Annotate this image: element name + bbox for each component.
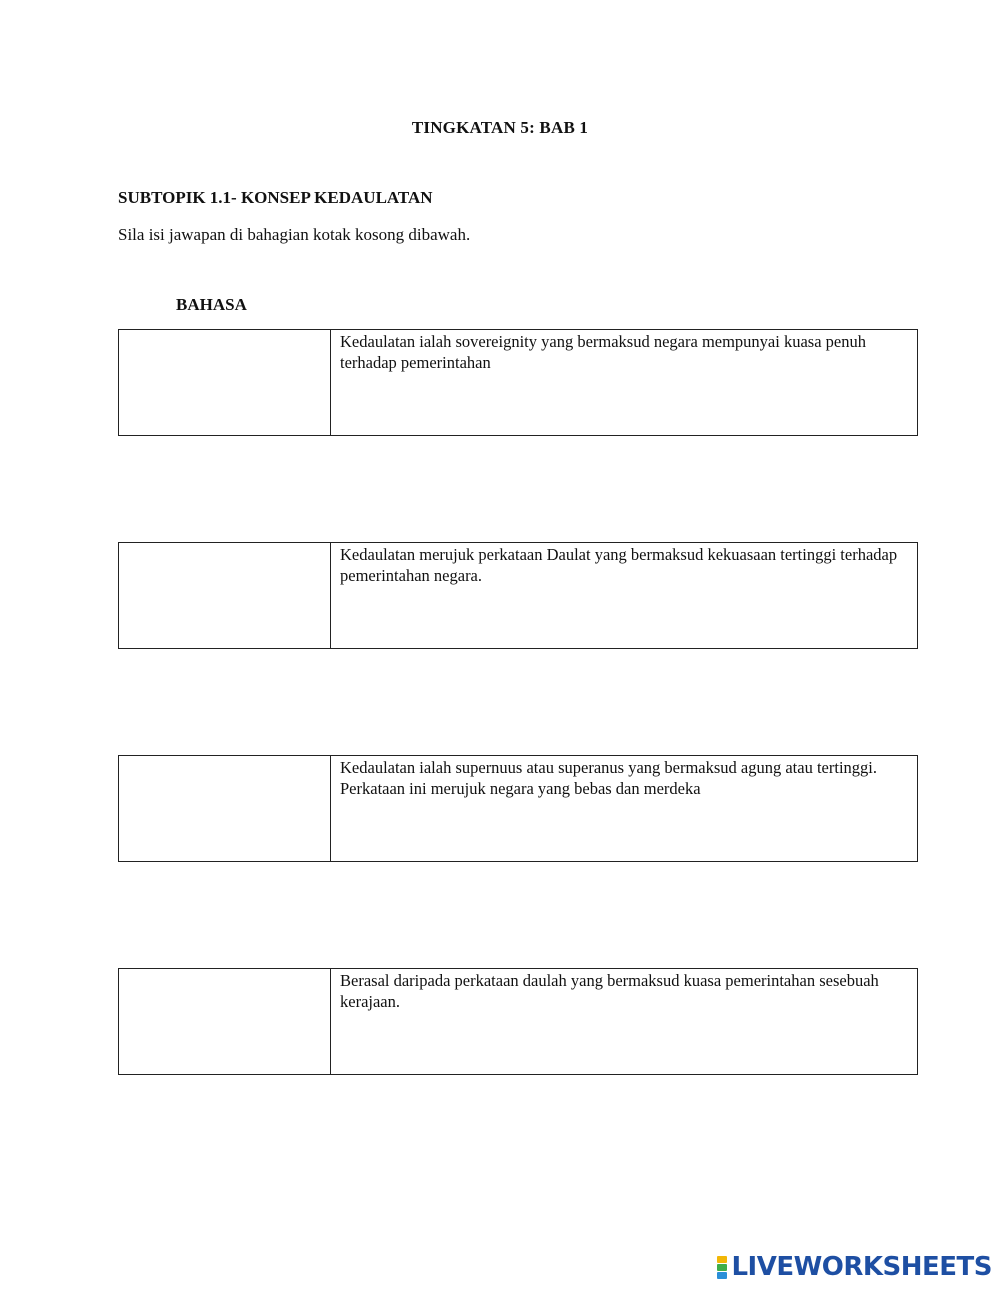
answer-box[interactable]	[119, 543, 331, 648]
logo-block-green	[717, 1264, 727, 1271]
clue-text: Kedaulatan ialah supernuus atau superanus yang bermaksud agung atau tertinggi. Perkataan ini merujuk negara yang bebas dan merdeka	[340, 758, 877, 798]
brand-wordmark: LIVEWORKSHEETS	[731, 1252, 992, 1282]
question-row	[118, 968, 918, 1075]
subtopic-heading: SUBTOPIK 1.1- KONSEP KEDAULATAN	[118, 188, 433, 207]
page-title: TINGKATAN 5: BAB 1	[411, 118, 589, 137]
instruction-text: Sila isi jawapan di bahagian kotak kosong dibawah.	[118, 225, 471, 244]
logo-block-yellow	[717, 1256, 727, 1263]
section-label: BAHASA	[176, 295, 247, 314]
logo-block-blue	[717, 1272, 727, 1279]
answer-box[interactable]	[119, 756, 331, 861]
question-row	[118, 755, 918, 862]
answer-box[interactable]	[119, 969, 331, 1074]
clue-text: Berasal daripada perkataan daulah yang bermaksud kuasa pemerintahan sesebuah kerajaan.	[340, 971, 879, 1011]
question-row	[118, 542, 918, 649]
liveworksheets-logo-icon	[717, 1256, 727, 1279]
answer-box[interactable]	[119, 330, 331, 435]
question-row	[118, 329, 918, 436]
clue-text: Kedaulatan merujuk perkataan Daulat yang bermaksud kekuasaan tertinggi terhadap pemerintahan negara.	[340, 545, 898, 585]
liveworksheets-brand	[717, 1254, 992, 1280]
clue-text: Kedaulatan ialah sovereignity yang bermaksud negara mempunyai kuasa penuh terhadap pemerintahan	[340, 332, 866, 372]
